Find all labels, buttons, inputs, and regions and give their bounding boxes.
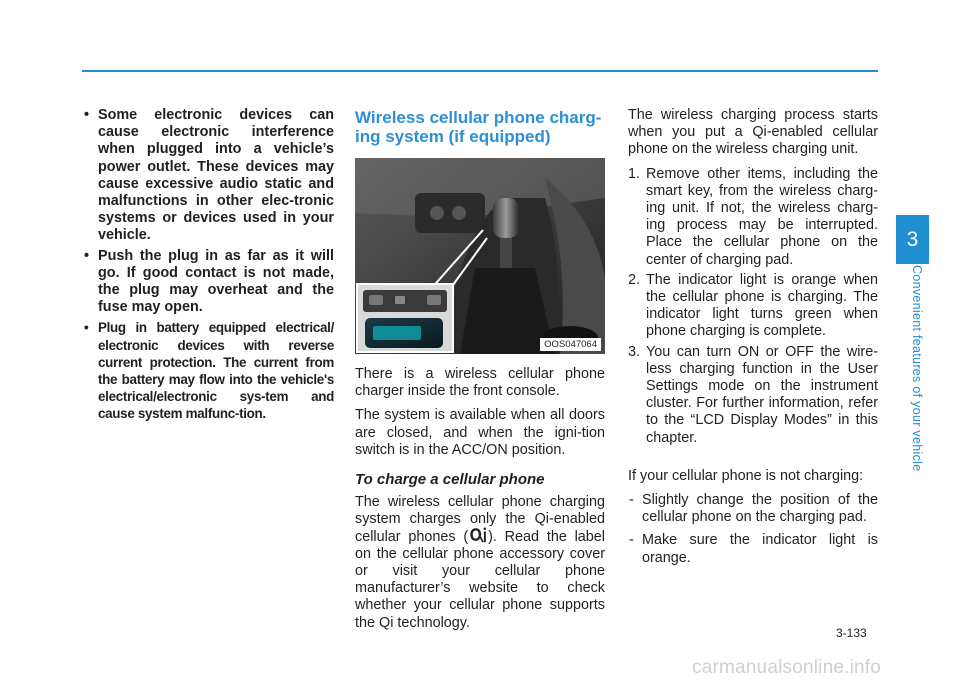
check-item: - Slightly change the position of the cellular phone on the charging pad. <box>628 492 878 526</box>
step-number: 3. <box>628 343 641 360</box>
steps-list <box>628 166 878 447</box>
step-number: 2. <box>628 271 641 288</box>
console-illustration <box>355 158 605 354</box>
step-number: 1. <box>628 165 641 182</box>
step-item <box>628 344 878 447</box>
check-item: - Make sure the indicator light is orange. <box>628 532 878 566</box>
watermark-text: carmanualsonline.info <box>692 657 882 678</box>
chapter-number-tab: 3 <box>896 215 929 264</box>
right-column <box>628 107 878 573</box>
left-column <box>82 107 334 426</box>
chapter-title-vertical: Convenient features of your vehicle <box>910 265 924 472</box>
qi-paragraph <box>355 494 605 632</box>
step-item <box>628 166 878 269</box>
page-number: 3-133 <box>836 626 867 640</box>
qi-wireless-logo-icon <box>469 526 487 544</box>
checks-list <box>628 492 878 567</box>
intro-paragraph: There is a wireless cellular phone charger inside the front console. <box>355 366 605 400</box>
bullet-item-plug-contact: • Push the plug in as far as it will go. If good contact is not made, the plug may overheat and the fuse may open. <box>82 248 334 317</box>
photo-code-label: OOS047064 <box>540 338 601 351</box>
step-text: The indicator light is orange when the cellular phone is charging. The indicator light turns green when phone charging is complete. <box>646 271 878 340</box>
step-text: You can turn ON or OFF the wire-less charging function in the User Settings mode on the instrument cluster. For further information, refer to the “LCD Display Modes” in this chapter. <box>646 343 878 446</box>
process-intro: The wireless charging process starts when you put a Qi-enabled cellular phone on the wireless charging unit. <box>628 107 878 158</box>
bullet-item-reverse-current: • Plug in battery equipped electrical/ electronic devices with reverse current protection. The current from the battery may flow into the vehicle's electrical/electronic sys-tem and cause system malfunc-tion. <box>82 319 334 422</box>
qi-paragraph-after: ). Read the label on the cellular phone accessory cover or visit your cellular phone manufacturer’s website to check whether your cellular phone supports the Qi technology. <box>355 528 605 631</box>
section-title: Wireless cellular phone charg-ing system (if equipped) <box>355 108 602 146</box>
step-text: Remove other items, including the smart key, from the wireless charg-ing unit. If not, the wireless charg-ing process may be interrupted. Place the cellular phone on the center of charging pad. <box>646 165 878 268</box>
step-item <box>628 272 878 341</box>
header-rule <box>82 70 878 72</box>
middle-column <box>355 107 605 639</box>
not-charging-intro: If your cellular phone is not charging: <box>628 467 864 484</box>
availability-paragraph: The system is available when all doors are closed, and when the igni-tion switch is in the ACC/ON position. <box>355 407 605 458</box>
bullet-item-interference: • Some electronic devices can cause electronic interference when plugged into a vehicle’s power outlet. These devices may cause excessive audio static and malfunctions in other elec-tronic systems or devices used in your vehicle. <box>82 107 334 245</box>
charge-subheading: To charge a cellular phone <box>355 471 545 489</box>
console-photo <box>355 158 605 354</box>
caution-bullet-list <box>82 107 334 423</box>
qi-paragraph-before: The wireless cellular phone charging system charges only the Qi-enabled cellular phones ( <box>355 494 605 545</box>
